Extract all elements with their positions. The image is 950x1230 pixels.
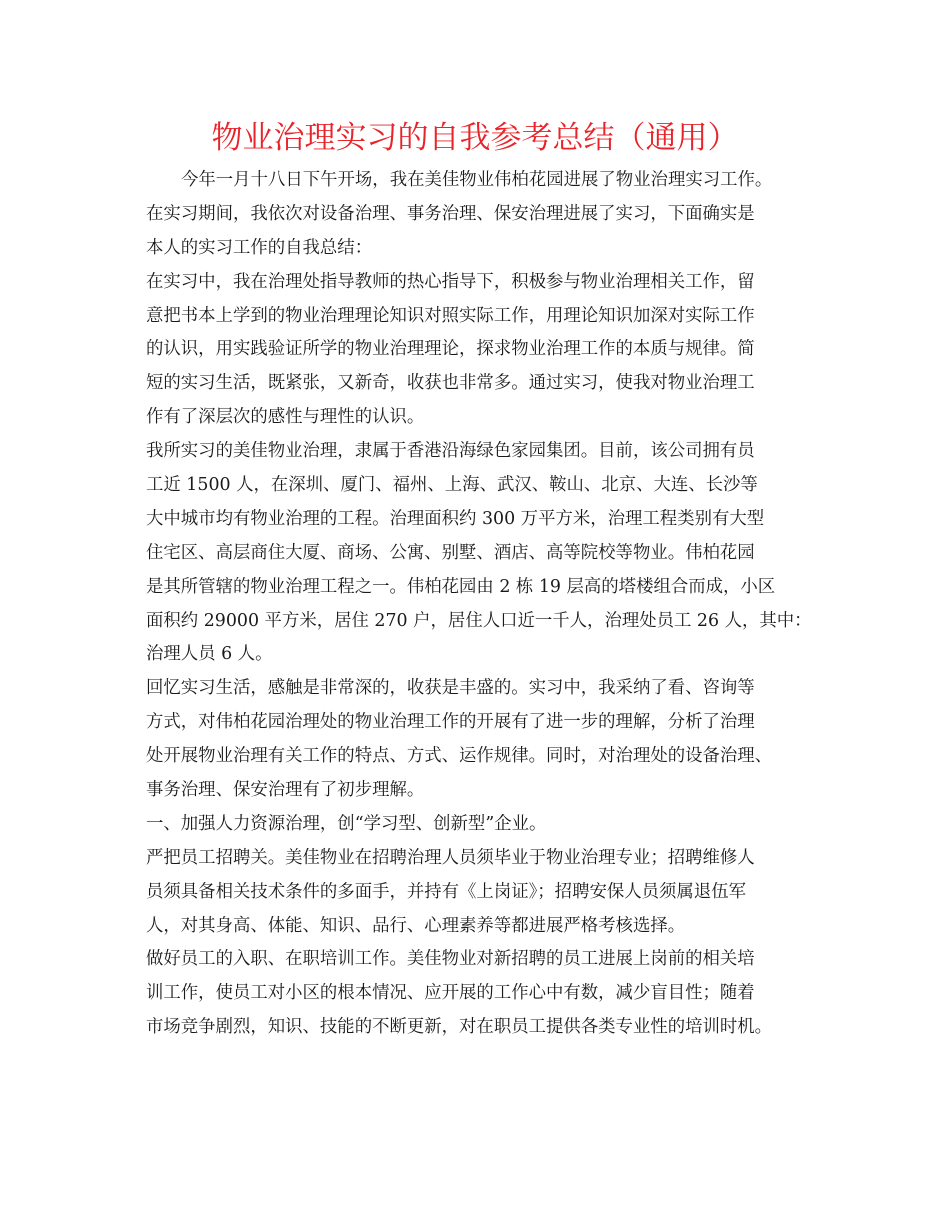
body-line: 市场竞争剧烈，知识、技能的不断更新，对在职员工提供各类专业性的培训时机。 [146, 1017, 773, 1038]
document-title: 物业治理实习的自我参考总结（通用） [211, 120, 739, 156]
body-line: 意把书本上学到的物业治理理论知识对照实际工作，用理论知识加深对实际工作 [146, 305, 755, 326]
body-line: 事务治理、保安治理有了初步理解。 [146, 780, 425, 801]
body-line: 严把员工招聘关。美佳物业在招聘治理人员须毕业于物业治理专业；招聘维修人 [146, 847, 755, 868]
body-line: 面积约 29000 平方米，居住 270 户，居住人口近一千人，治理处员工 26 人，其中： [146, 610, 812, 631]
body-line: 住宅区、高层商住大厦、商场、公寓、别墅、酒店、高等院校等物业。伟柏花园 [146, 542, 755, 563]
body-line: 大中城市均有物业治理的工程。治理面积约 300 万平方米，治理工程类别有大型 [146, 508, 765, 529]
body-line: 训工作，使员工对小区的根本情况、应开展的工作心中有数，减少盲目性；随着 [146, 983, 755, 1004]
body-line: 的认识，用实践验证所学的物业治理理论，探求物业治理工作的本质与规律。简 [146, 339, 755, 360]
body-line: 在实习中，我在治理处指导教师的热心指导下，积极参与物业治理相关工作，留 [146, 271, 755, 292]
body-line: 方式，对伟柏花园治理处的物业治理工作的开展有了进一步的理解，分析了治理 [146, 712, 755, 733]
body-line: 回忆实习生活，感触是非常深的，收获是丰盛的。实习中，我采纳了看、咨询等 [146, 678, 755, 699]
body-line: 工近 1500 人，在深圳、厦门、福州、上海、武汉、鞍山、北京、大连、长沙等 [146, 475, 758, 496]
body-line: 短的实习生活，既紧张，又新奇，收获也非常多。通过实习，使我对物业治理工 [146, 373, 755, 394]
document-body [146, 164, 826, 1045]
body-line: 员须具备相关技术条件的多面手，并持有《上岗证》；招聘安保人员须属退伍军 [146, 881, 746, 902]
body-line: 本人的实习工作的自我总结： [146, 237, 373, 258]
body-line: 作有了深层次的感性与理性的认识。 [146, 407, 425, 428]
body-line: 今年一月十八日下午开场，我在美佳物业伟柏花园进展了物业治理实习工作。 [181, 170, 773, 190]
body-line: 做好员工的入职、在职培训工作。美佳物业对新招聘的员工进展上岗前的相关培 [146, 949, 755, 970]
body-line: 人，对其身高、体能、知识、品行、心理素养等都进展严格考核选择。 [146, 915, 686, 936]
section-heading: 一、加强人力资源治理，创“学习型、创新型”企业。 [146, 813, 547, 834]
body-line: 治理人员 6 人。 [146, 644, 273, 665]
body-line: 处开展物业治理有关工作的特点、方式、运作规律。同时，对治理处的设备治理、 [146, 746, 773, 767]
body-line: 在实习期间，我依次对设备治理、事务治理、保安治理进展了实习，下面确实是 [146, 203, 755, 224]
body-line: 我所实习的美佳物业治理，隶属于香港沿海绿色家园集团。目前，该公司拥有员 [146, 441, 755, 462]
body-line: 是其所管辖的物业治理工程之一。伟柏花园由 2 栋 19 层高的塔楼组合而成，小区 [146, 576, 776, 597]
